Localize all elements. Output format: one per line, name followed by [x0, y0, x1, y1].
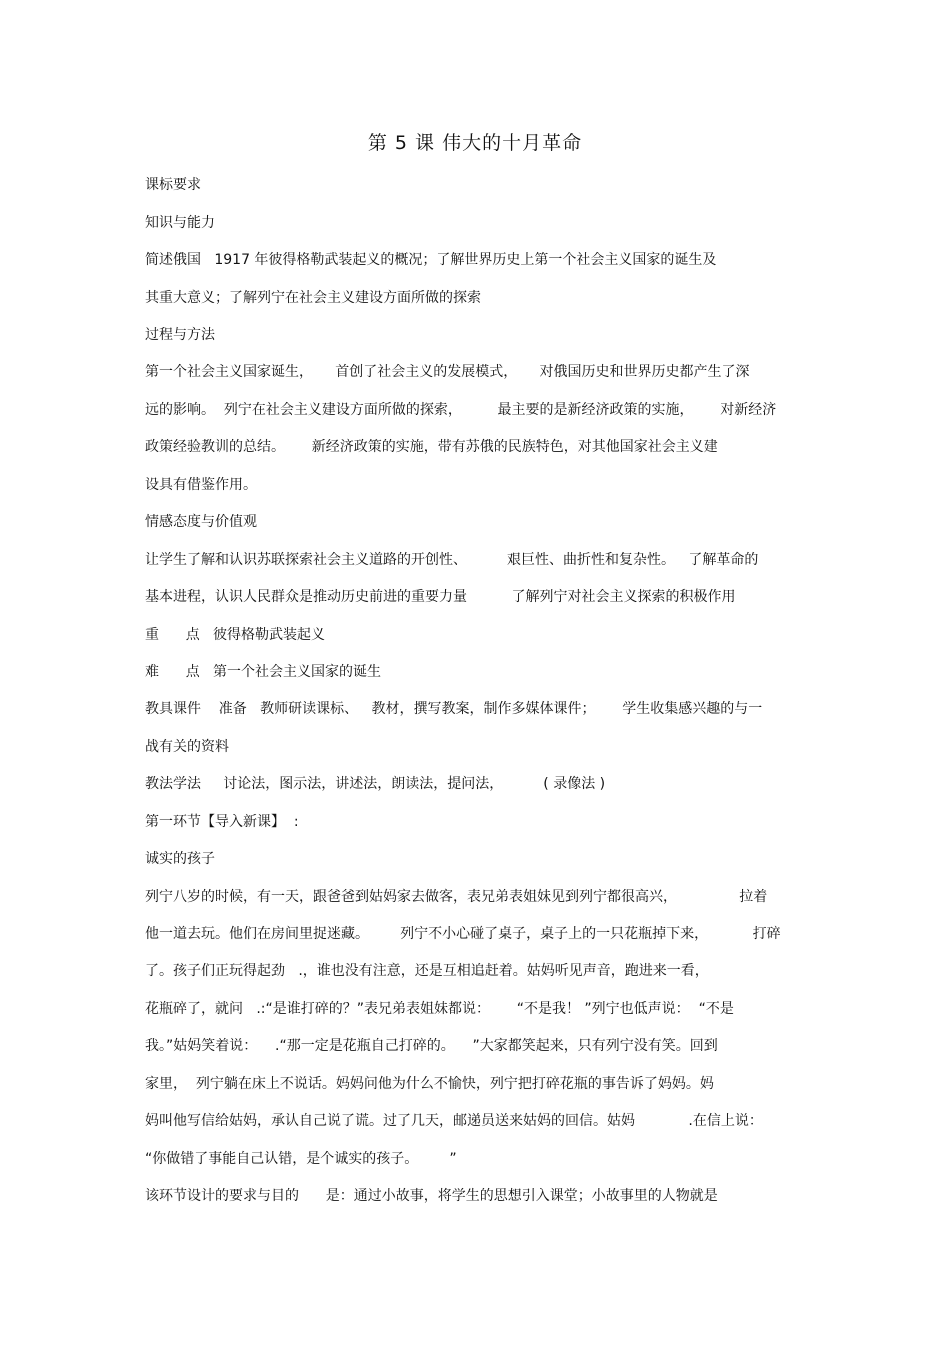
- story-line: 他一道去玩。他们在房间里捉迷藏。 列宁不小心碰了桌子，桌子上的一只花瓶掉下来， 打碎: [145, 926, 781, 942]
- story-title: 诚实的孩子: [145, 851, 215, 867]
- paragraph-line: 让学生了解和认识苏联探索社会主义道路的开创性、 艰巨性、曲折性和复杂性。 了解革命的: [145, 552, 759, 568]
- paragraph-line: 第一个社会主义国家诞生， 首创了社会主义的发展模式， 对俄国历史和世界历史都产生了深: [145, 364, 750, 380]
- lesson-title: 第 5 课 伟大的十月革命: [367, 132, 583, 154]
- story-line: 列宁八岁的时候，有一天，跟爸爸到姑妈家去做客，表兄弟表姐妹见到列宁都很高兴， 拉着: [145, 889, 768, 905]
- heading-process-method: 过程与方法: [145, 327, 215, 343]
- story-line: 家里， 列宁躺在床上不说话。妈妈问他为什么不愉快，列宁把打碎花瓶的事告诉了妈妈。妈: [145, 1076, 714, 1092]
- heading-curriculum-requirements: 课标要求: [145, 177, 201, 193]
- story-line: 了。孩子们正玩得起劲 .，谁也没有注意，还是互相追赶着。姑妈听见声音，跑进来一看，: [145, 963, 709, 979]
- heading-attitude-values: 情感态度与价值观: [145, 514, 257, 530]
- paragraph-line: 其重大意义；了解列宁在社会主义建设方面所做的探索: [145, 290, 481, 306]
- story-line: 妈叫他写信给姑妈，承认自己说了谎。过了几天，邮递员送来姑妈的回信。姑妈 .在信上说：: [145, 1113, 763, 1129]
- paragraph-line: 简述俄国 1917 年彼得格勒武装起义的概况；了解世界历史上第一个社会主义国家的诞生及: [145, 252, 717, 268]
- design-purpose-line: 该环节设计的要求与目的 是：通过小故事，将学生的思想引入课堂；小故事里的人物就是: [145, 1188, 718, 1204]
- heading-knowledge-ability: 知识与能力: [145, 215, 215, 231]
- teaching-methods: 教法学法 讨论法，图示法，讲述法，朗读法，提问法， ( 录像法 ): [145, 776, 606, 792]
- paragraph-line: 基本进程，认识人民群众是推动历史前进的重要力量 了解列宁对社会主义探索的积极作用: [145, 589, 736, 605]
- difficult-point: 难 点 第一个社会主义国家的诞生: [145, 664, 382, 680]
- story-line: 我。”姑妈笑着说： .“那一定是花瓶自己打碎的。 ”大家都笑起来，只有列宁没有笑。回到: [145, 1038, 718, 1054]
- paragraph-line: 设具有借鉴作用。: [145, 477, 257, 493]
- section-one-heading: 第一环节【导入新课】 :: [145, 814, 299, 830]
- story-line: “你做错了事能自己认错，是个诚实的孩子。 ”: [145, 1151, 457, 1167]
- key-point: 重 点 彼得格勒武装起义: [145, 627, 326, 643]
- paragraph-line: 政策经验教训的总结。 新经济政策的实施，带有苏俄的民族特色，对其他国家社会主义建: [145, 439, 718, 455]
- paragraph-line: 远的影响。 列宁在社会主义建设方面所做的探索， 最主要的是新经济政策的实施， 对新经济: [145, 402, 777, 418]
- teaching-materials: 教具课件 准备 教师研读课标、 教材，撰写教案，制作多媒体课件； 学生收集感兴趣的与一: [145, 701, 763, 717]
- story-line: 花瓶碎了，就问 .:“是谁打碎的？”表兄弟表姐妹都说： “不是我！ ”列宁也低声说： “不是: [145, 1001, 734, 1017]
- paragraph-line: 战有关的资料: [145, 739, 229, 755]
